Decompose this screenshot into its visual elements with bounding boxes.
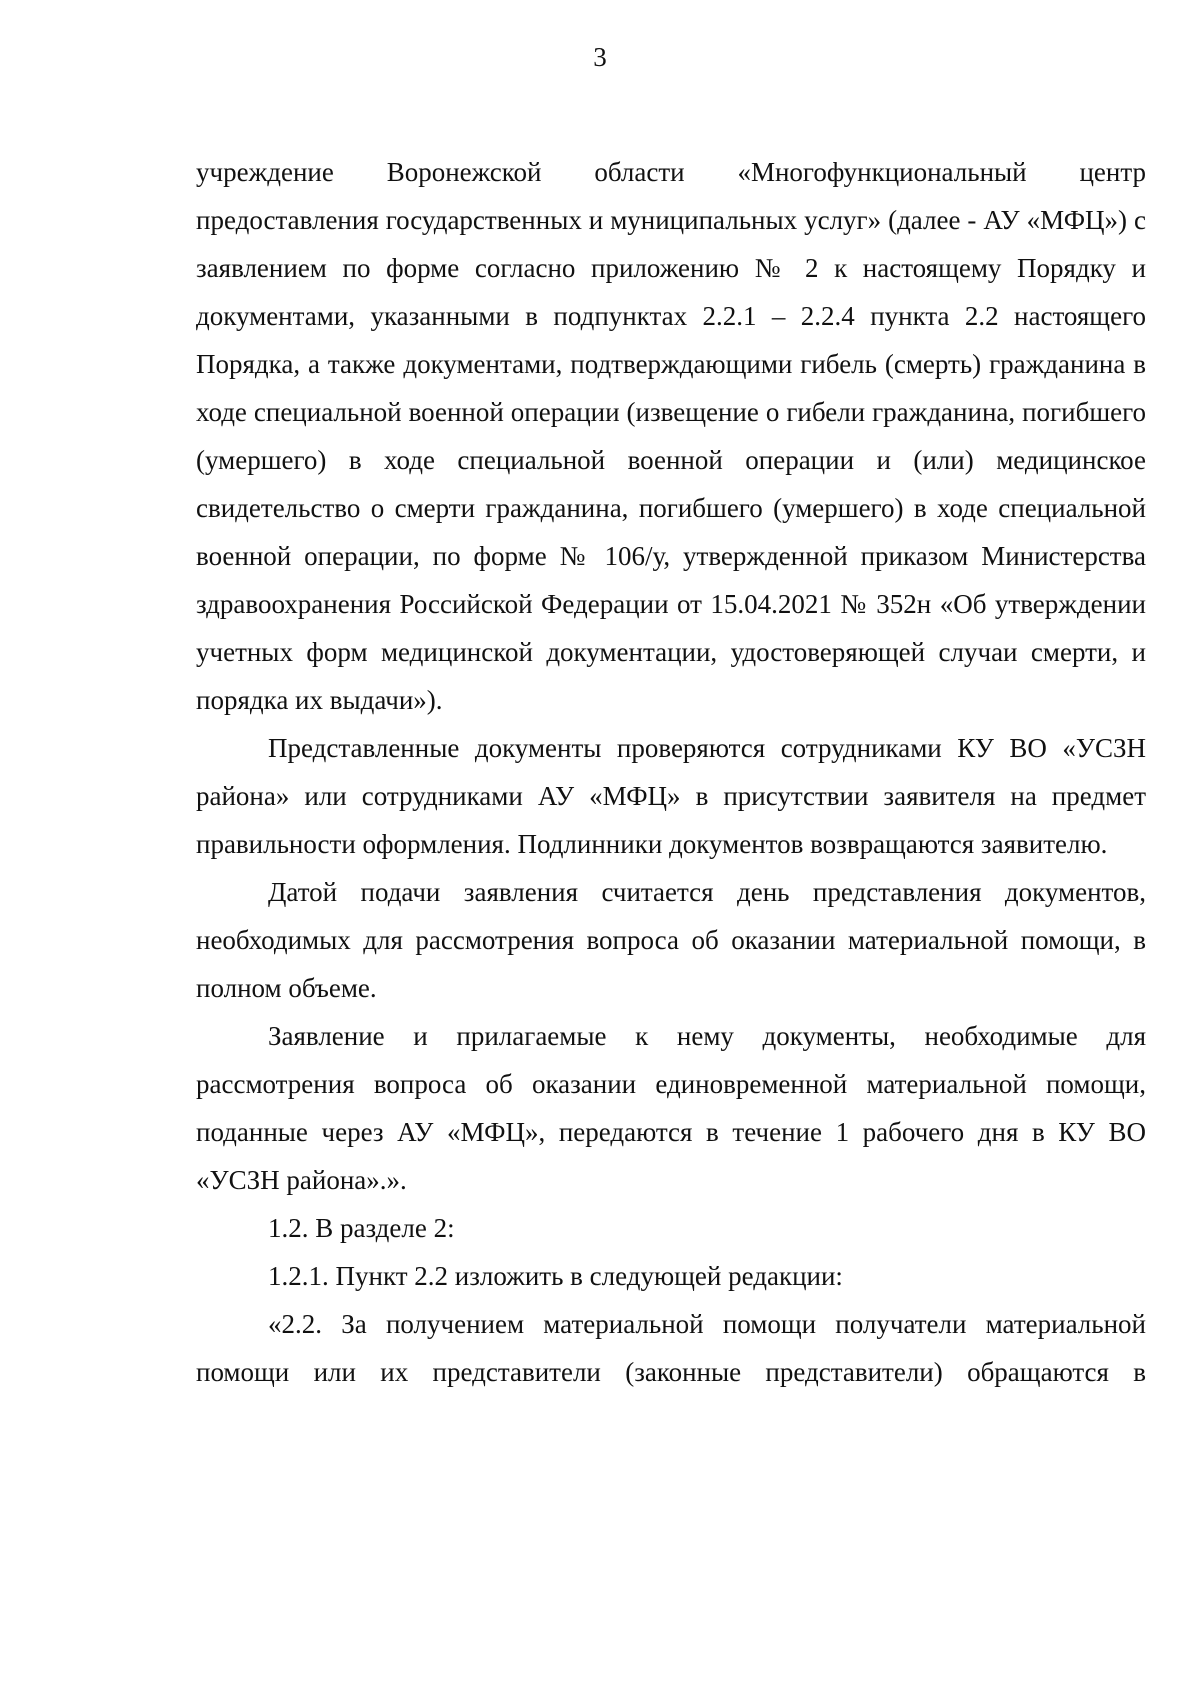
- paragraph-continuation: учреждение Воронежской области «Многофункциональный центр предоставления государственных и муниципальных услуг» (далее - АУ «МФЦ») с заявлением по форме согласно приложению № 2 к настоящему Порядку и документами, указанными в подпунктах 2.2.1 – 2.2.4 пункта 2.2 настоящего Порядка, а также документами, подтверждающими гибель (смерть) гражданина в ходе специальной военной операции (извещение о гибели гражданина, погибшего (умершего) в ходе специальной военной операции и (или) медицинское свидетельство о смерти гражданина, погибшего (умершего) в ходе специальной военной операции, по форме № 106/у, утвержденной приказом Министерства здравоохранения Российской Федерации от 15.04.2021 № 352н «Об утверждении учетных форм медицинской документации, удостоверяющей случаи смерти, и порядка их выдачи»).: [196, 157, 1146, 715]
- document-body: [196, 148, 1146, 1396]
- paragraph-documents-check: Представленные документы проверяются сотрудниками КУ ВО «УСЗН района» или сотрудниками АУ «МФЦ» в присутствии заявителя на предмет правильности оформления. Подлинники документов возвращаются заявителю.: [196, 733, 1146, 859]
- paragraph-section-heading: 1.2. В разделе 2:: [268, 1213, 455, 1243]
- paragraph-submission-date: Датой подачи заявления считается день представления документов, необходимых для рассмотрения вопроса об оказании материальной помощи, в полном объеме.: [196, 877, 1146, 1003]
- page-number: 3: [593, 42, 607, 72]
- paragraph-subsection-heading: 1.2.1. Пункт 2.2 изложить в следующей редакции:: [268, 1261, 843, 1291]
- paragraph-clause-2-2: «2.2. За получением материальной помощи получатели материальной помощи или их представители (законные представители) обращаются в: [196, 1309, 1146, 1387]
- paragraph-mfc-transfer: Заявление и прилагаемые к нему документы, необходимые для рассмотрения вопроса об оказании единовременной материальной помощи, поданные через АУ «МФЦ», передаются в течение 1 рабочего дня в КУ ВО «УСЗН района».».: [196, 1021, 1146, 1195]
